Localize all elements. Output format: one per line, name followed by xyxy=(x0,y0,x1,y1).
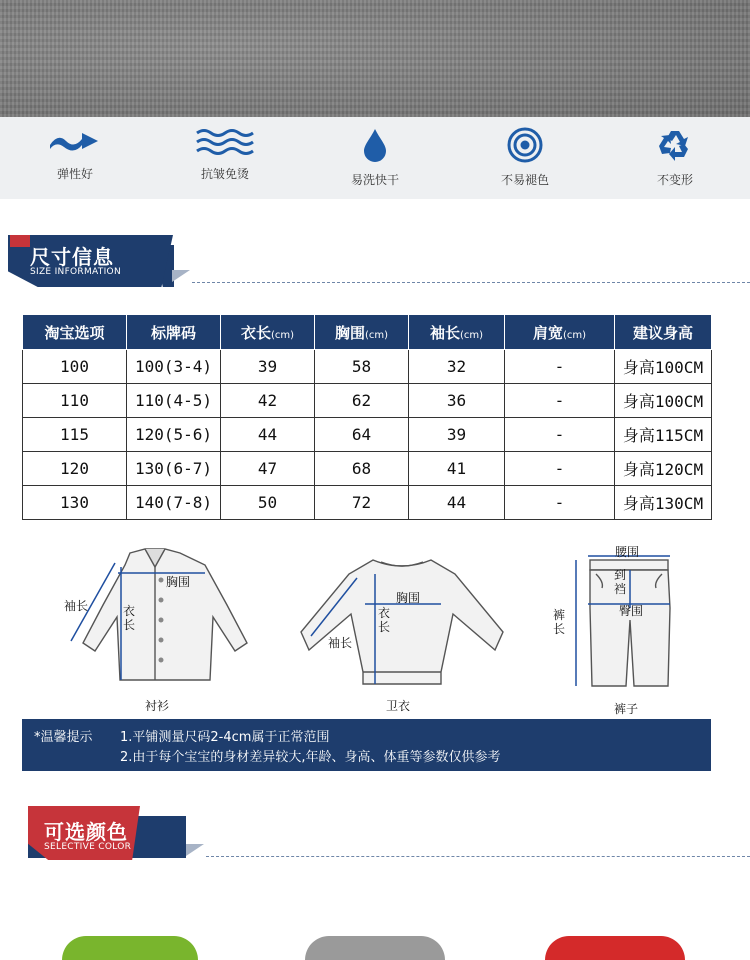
size-section-header xyxy=(0,235,750,301)
section-title: 可选颜色 xyxy=(44,820,128,844)
table-cell: 110(4-5) xyxy=(127,384,221,418)
table-cell: 44 xyxy=(409,486,505,520)
feature-strip xyxy=(0,117,750,199)
pants-crotch-label: 到裆 xyxy=(614,568,627,596)
header-label: 淘宝选项 xyxy=(44,323,105,342)
notes-line-1: 1.平铺测量尺码2-4cm属于正常范围 xyxy=(120,730,330,745)
table-cell: 身高120CM xyxy=(615,452,712,486)
sweatshirt-chest-label: 胸围 xyxy=(396,591,421,605)
header-label: 建议身高 xyxy=(632,323,693,342)
section-subtitle: SIZE INFORMATION xyxy=(30,267,121,277)
table-row xyxy=(23,350,712,384)
table-cell: 110 xyxy=(23,384,127,418)
sweater-red-swatch[interactable] xyxy=(545,936,685,960)
feature-label: 不变形 xyxy=(656,173,693,187)
table-cell: 42 xyxy=(221,384,315,418)
shirt-diagram xyxy=(55,545,260,690)
header-label: 肩宽 xyxy=(532,323,563,342)
sweatshirt-diagram xyxy=(295,552,510,692)
target-rings-icon xyxy=(507,127,543,163)
dashed-divider xyxy=(206,856,750,857)
shirt-caption: 衬衫 xyxy=(145,699,170,713)
size-table xyxy=(22,314,712,520)
pants-hip-label: 臀围 xyxy=(619,604,644,618)
shirt-length-label: 衣长 xyxy=(123,604,136,632)
table-cell: 130 xyxy=(23,486,127,520)
section-title: 尺寸信息 xyxy=(30,245,114,269)
table-cell: - xyxy=(505,486,615,520)
table-cell: 44 xyxy=(221,418,315,452)
water-drop-icon xyxy=(360,127,390,163)
stretch-wave-icon xyxy=(48,127,102,157)
shirt-chest-label: 胸围 xyxy=(166,575,191,589)
table-header-cell xyxy=(127,315,221,350)
table-cell: 41 xyxy=(409,452,505,486)
header-unit: (cm) xyxy=(270,329,295,341)
table-cell: 72 xyxy=(315,486,409,520)
feature-quick-dry xyxy=(300,117,450,199)
header-label: 胸围 xyxy=(334,323,365,342)
dashed-divider xyxy=(192,282,750,283)
table-cell: 39 xyxy=(221,350,315,384)
table-row xyxy=(23,384,712,418)
pants-caption: 裤子 xyxy=(614,702,639,716)
table-cell: 64 xyxy=(315,418,409,452)
header-unit: (cm) xyxy=(562,329,587,341)
shirt-sleeve-label: 袖长 xyxy=(64,599,89,613)
feature-label: 易洗快干 xyxy=(350,173,399,187)
table-cell: - xyxy=(505,418,615,452)
triple-wave-icon xyxy=(195,127,255,157)
table-cell: 身高115CM xyxy=(615,418,712,452)
table-cell: 身高130CM xyxy=(615,486,712,520)
header-flag-red-accent xyxy=(10,235,30,247)
header-triangle-decoration xyxy=(186,844,204,856)
header-label: 袖长 xyxy=(429,323,460,342)
table-cell: 身高100CM xyxy=(615,350,712,384)
table-cell: 58 xyxy=(315,350,409,384)
table-header-cell xyxy=(315,315,409,350)
notes-head: *温馨提示 xyxy=(34,730,93,745)
table-cell: - xyxy=(505,350,615,384)
header-triangle-decoration xyxy=(172,270,190,282)
feature-colorfast xyxy=(450,117,600,199)
section-subtitle: SELECTIVE COLOR xyxy=(44,842,132,852)
table-row xyxy=(23,418,712,452)
feature-no-deform xyxy=(600,117,750,199)
table-header-cell xyxy=(221,315,315,350)
pants-diagram xyxy=(560,548,700,693)
table-cell: - xyxy=(505,384,615,418)
table-cell: 36 xyxy=(409,384,505,418)
feature-label: 弹性好 xyxy=(56,167,93,181)
sweatshirt-caption: 卫衣 xyxy=(386,699,411,713)
table-cell: 100 xyxy=(23,350,127,384)
notes-line-2: 2.由于每个宝宝的身材差异较大,年龄、身高、体重等参数仅供参考 xyxy=(120,750,501,765)
table-cell: 120(5-6) xyxy=(127,418,221,452)
table-cell: 47 xyxy=(221,452,315,486)
header-label: 标牌码 xyxy=(150,323,196,342)
notes-box xyxy=(22,719,711,771)
header-unit: (cm) xyxy=(459,329,484,341)
feature-wrinkle-free xyxy=(150,117,300,199)
fabric-texture-image xyxy=(0,0,750,117)
table-cell: 120 xyxy=(23,452,127,486)
table-header-cell xyxy=(23,315,127,350)
table-cell: 130(6-7) xyxy=(127,452,221,486)
table-row xyxy=(23,452,712,486)
feature-label: 不易褪色 xyxy=(500,173,549,187)
sweater-green-swatch[interactable] xyxy=(62,936,198,960)
sweater-gray-swatch[interactable] xyxy=(305,936,445,960)
feature-elastic xyxy=(0,117,150,199)
table-cell: 身高100CM xyxy=(615,384,712,418)
table-row xyxy=(23,486,712,520)
color-section-header xyxy=(0,806,750,872)
header-label: 衣长 xyxy=(240,323,271,342)
table-cell: 32 xyxy=(409,350,505,384)
table-header-cell xyxy=(505,315,615,350)
sweatshirt-length-label: 衣长 xyxy=(378,606,391,634)
table-cell: 50 xyxy=(221,486,315,520)
sweatshirt-sleeve-label: 袖长 xyxy=(328,636,353,650)
table-cell: 68 xyxy=(315,452,409,486)
table-cell: 39 xyxy=(409,418,505,452)
table-header-cell xyxy=(409,315,505,350)
pants-waist-label: 腰围 xyxy=(615,545,640,559)
header-unit: (cm) xyxy=(364,329,389,341)
table-cell: 62 xyxy=(315,384,409,418)
recycle-icon xyxy=(657,127,693,163)
table-header-cell xyxy=(615,315,712,350)
feature-label: 抗皱免烫 xyxy=(200,167,249,181)
table-cell: - xyxy=(505,452,615,486)
table-header-row xyxy=(23,315,712,350)
pants-length-label: 裤长 xyxy=(553,608,566,636)
table-cell: 140(7-8) xyxy=(127,486,221,520)
table-cell: 100(3-4) xyxy=(127,350,221,384)
table-cell: 115 xyxy=(23,418,127,452)
